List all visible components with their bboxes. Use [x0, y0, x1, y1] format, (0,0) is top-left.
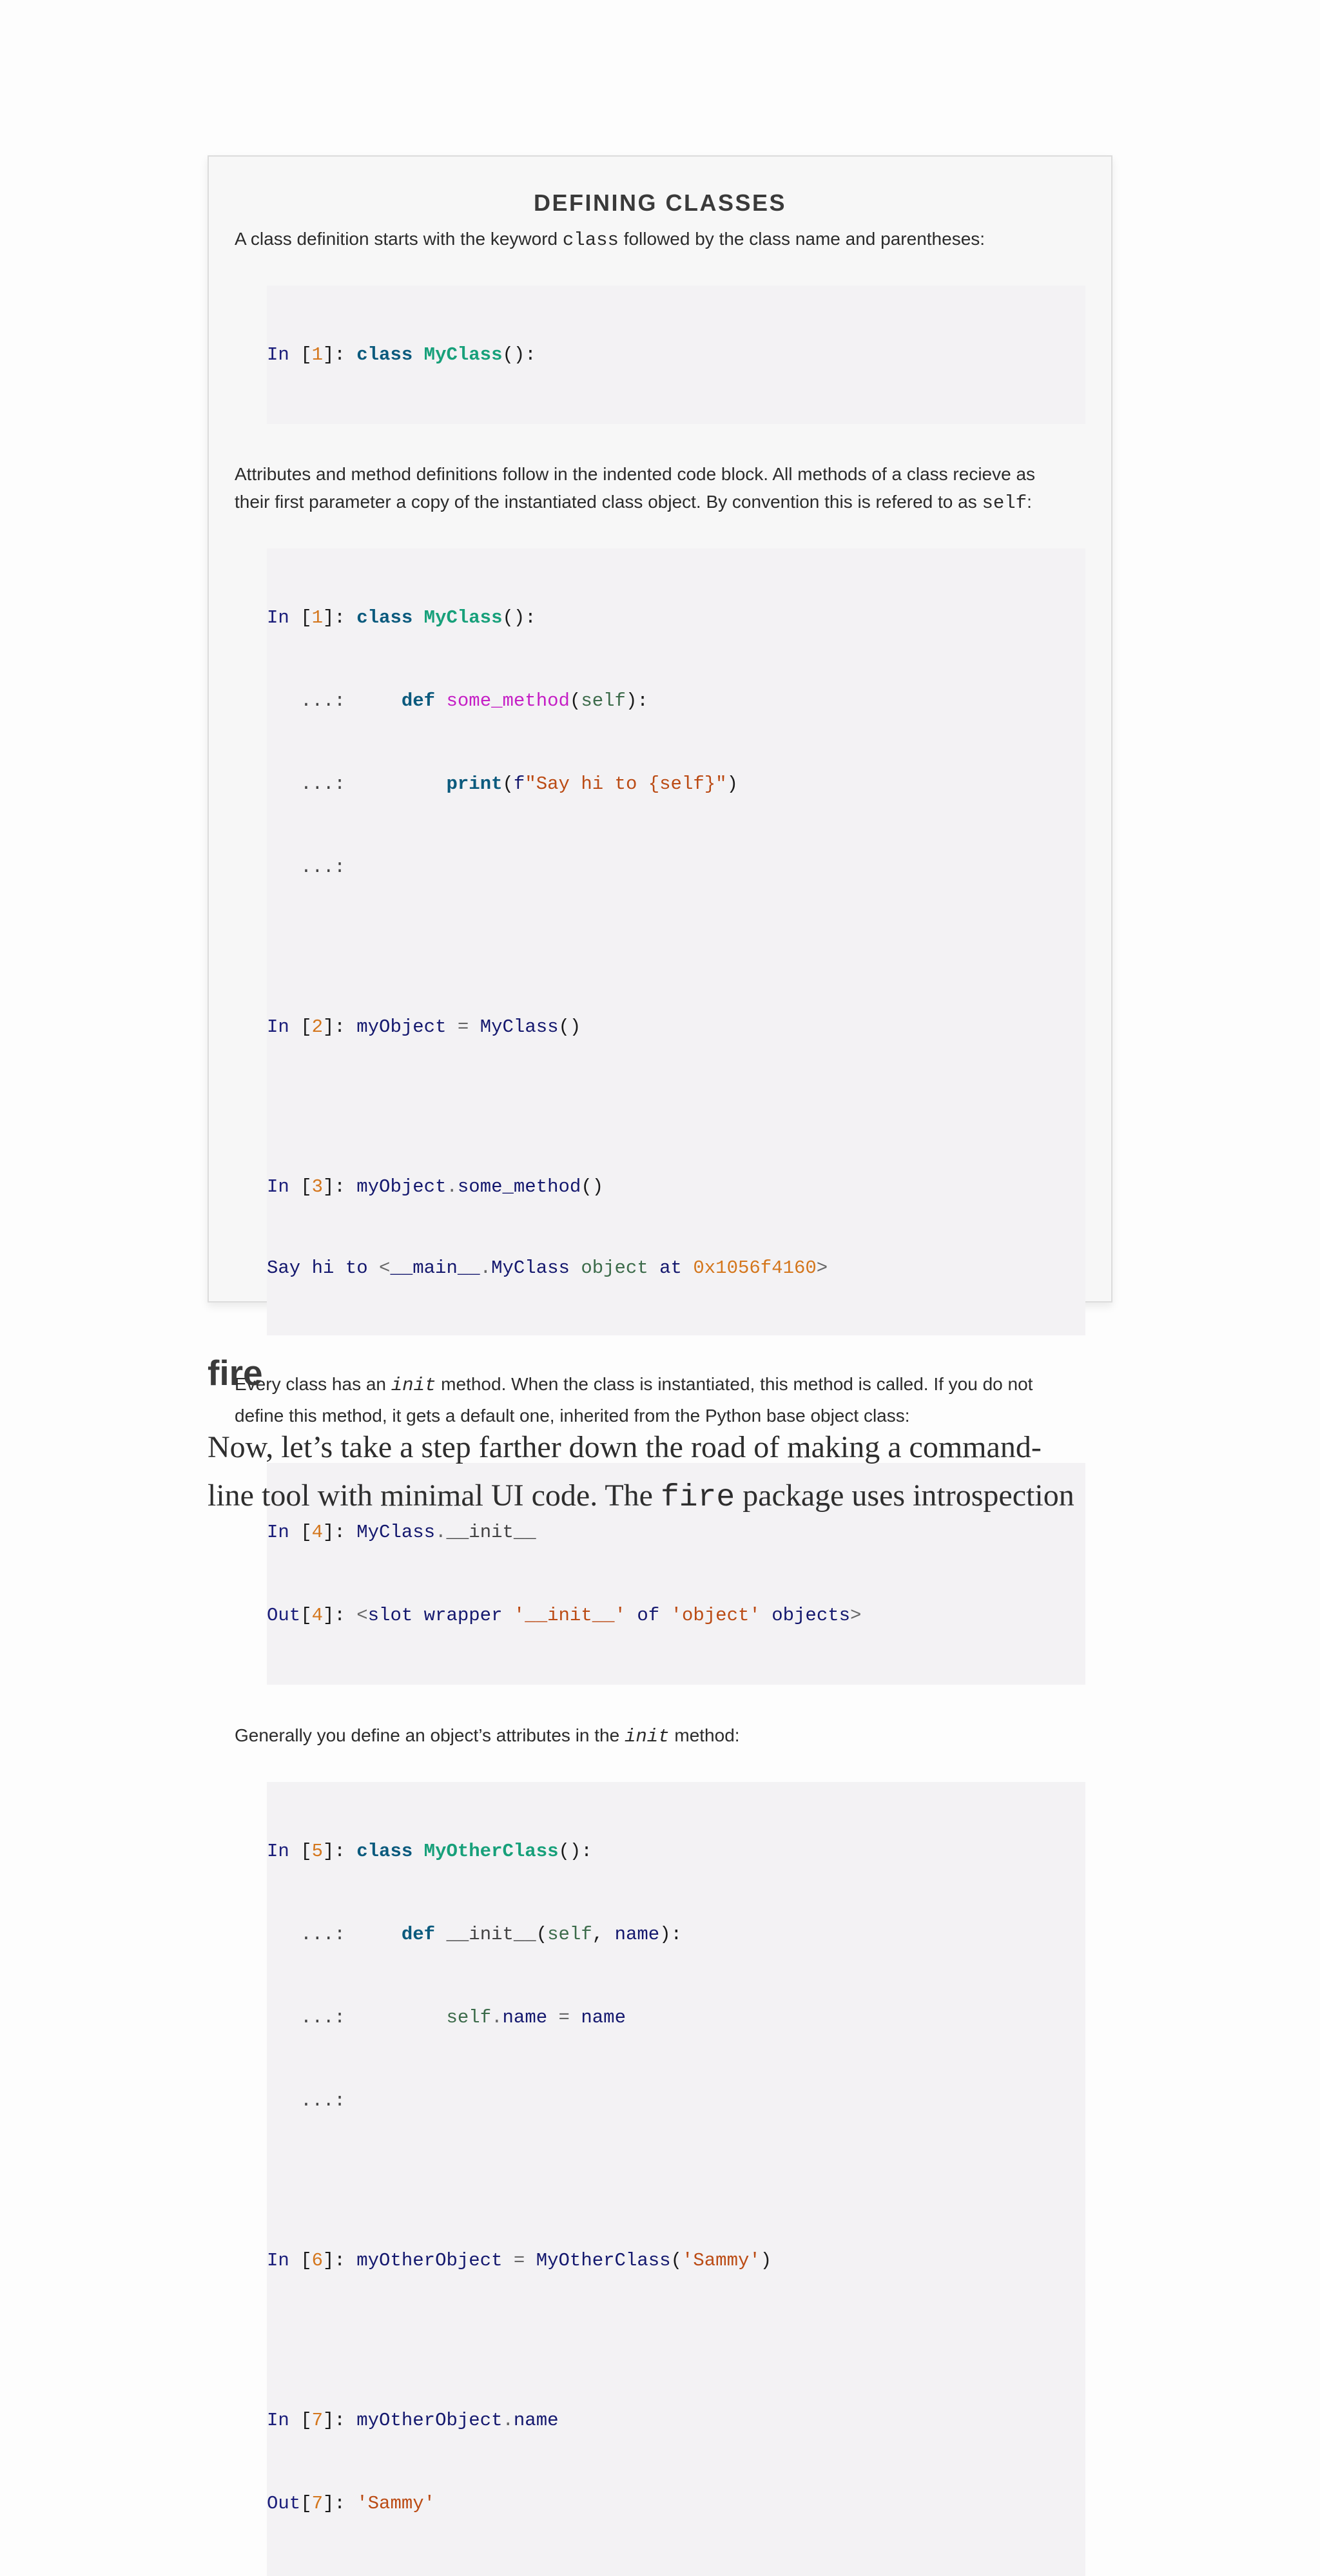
code-token: In [267, 1841, 289, 1862]
code-token: of [637, 1605, 660, 1626]
code-line [267, 2407, 1085, 2434]
code-token: self [547, 1924, 592, 1945]
code-token: = [457, 1016, 469, 1038]
code-token: ]: [323, 2410, 357, 2431]
code-token: MyOtherClass [536, 2250, 671, 2271]
paragraph-methods: Attributes and method definitions follow in the indented code block. All methods of a class recieve as their first parameter a copy of the instantiated class object. By convention this is refered to as self: [235, 464, 1036, 514]
code-token: ) [760, 2250, 772, 2271]
code-line [267, 2087, 1085, 2115]
code-block-1 [267, 286, 1085, 424]
code-token: [ [300, 1522, 312, 1543]
code-token: . [502, 2410, 514, 2431]
code-line [267, 2004, 1085, 2031]
code-token: ): [659, 1924, 682, 1945]
code-line [267, 604, 1085, 632]
code-token: class [356, 607, 413, 628]
code-token: 'object' [670, 1605, 761, 1626]
code-line [267, 1921, 1085, 1948]
code-token: = [558, 2007, 570, 2028]
code-token: Out [267, 1605, 301, 1626]
code-token: ...: [300, 2090, 345, 2111]
code-token: 7 [311, 2493, 324, 2514]
code-line [267, 341, 1085, 369]
code-token: 3 [311, 1176, 324, 1197]
code-line [267, 687, 1085, 715]
code-token: ...: [300, 690, 345, 712]
code-token: object [581, 1257, 648, 1279]
code-token: ]: [323, 2250, 357, 2271]
code-token: In [267, 1176, 289, 1197]
code-token: MyClass [356, 1522, 436, 1543]
code-token: 1 [311, 607, 324, 628]
code-token: MyClass [423, 344, 503, 365]
code-token: 0x1056f4160 [693, 1257, 817, 1279]
code-token: ...: [300, 857, 345, 878]
code-block-4 [267, 1782, 1085, 2576]
code-token: some_method [457, 1176, 581, 1197]
code-line [267, 1173, 1085, 1201]
code-token: def [401, 690, 436, 712]
code-token: < [356, 1605, 368, 1626]
inline-code-self: self [982, 492, 1027, 514]
code-token: ): [625, 690, 648, 712]
code-token: 4 [311, 1605, 324, 1626]
code-token: class [356, 1841, 413, 1862]
code-token: self [446, 2007, 492, 2028]
code-token: [ [300, 1176, 312, 1197]
code-token: __init__ [446, 1522, 536, 1543]
code-token: . [491, 2007, 503, 2028]
code-token: myOtherObject [356, 2410, 503, 2431]
paragraph-attributes: Generally you define an object’s attributes in the init method: [235, 1725, 740, 1747]
code-token: Out [267, 2493, 301, 2514]
code-token: ]: [323, 1522, 357, 1543]
code-token: self [581, 690, 626, 712]
inline-code-fire: fire [660, 1480, 735, 1515]
code-token: () [558, 1016, 581, 1038]
code-token: (): [558, 1841, 592, 1862]
code-token: class [356, 344, 413, 365]
code-token: 6 [311, 2250, 324, 2271]
code-token: name [581, 2007, 626, 2028]
sidebar-title: DEFINING CLASSES [533, 189, 787, 216]
code-token: [ [300, 2250, 312, 2271]
code-token: In [267, 2250, 289, 2271]
code-token: 4 [311, 1522, 324, 1543]
code-token: def [401, 1924, 436, 1945]
inline-code-class: class [562, 229, 619, 251]
body-paragraph: Now, let’s take a step farther down the road of making a command- line tool with minimal UI code. The fire package uses introspection [208, 1430, 1074, 1515]
code-token: name [513, 2410, 559, 2431]
code-token: 'Sammy' [356, 2493, 436, 2514]
code-token: MyClass [480, 1016, 559, 1038]
code-token: ]: [323, 344, 357, 365]
code-token: In [267, 1522, 289, 1543]
code-token: "Say hi to {self}" [525, 773, 727, 795]
paragraph-init-method: Every class has an init method. When the class is instantiated, this method is called. If you do not define this method, it gets a default one, inherited from the Python base object class: [235, 1374, 1033, 1426]
code-token: objects [772, 1605, 851, 1626]
code-token: (): [502, 607, 536, 628]
code-token: myOtherObject [356, 2250, 503, 2271]
code-line [267, 1013, 1085, 1041]
code-token: __main__ [390, 1257, 480, 1279]
code-token: ...: [300, 773, 345, 795]
code-token: ]: [323, 1841, 357, 1862]
code-line [267, 2247, 1085, 2274]
code-token: ]: [323, 1016, 357, 1038]
code-token: slot wrapper [367, 1605, 503, 1626]
code-token: __init__ [446, 1924, 536, 1945]
code-token: Say hi to [267, 1257, 380, 1279]
code-line [267, 1518, 1085, 1546]
code-token: at [659, 1257, 682, 1279]
code-token: 7 [311, 2410, 324, 2431]
code-token: ( [569, 690, 581, 712]
code-line [267, 1602, 1085, 1629]
code-token: [ [300, 344, 312, 365]
code-token: 2 [311, 1016, 324, 1038]
code-token: ]: [323, 607, 357, 628]
code-token: myObject [356, 1016, 447, 1038]
code-line [267, 770, 1085, 798]
code-token: ( [670, 2250, 682, 2271]
inline-code-init-2: init [624, 1726, 670, 1747]
code-token: () [581, 1176, 604, 1197]
code-line [267, 1256, 1085, 1280]
code-token: name [614, 1924, 660, 1945]
code-token: [ [300, 2410, 312, 2431]
code-token: (): [502, 344, 536, 365]
code-token: some_method [446, 690, 570, 712]
code-line [267, 2490, 1085, 2521]
code-token: [ [300, 1605, 312, 1626]
code-token: < [379, 1257, 391, 1279]
code-token: > [816, 1257, 828, 1279]
code-token: print [446, 773, 503, 795]
code-token: In [267, 607, 289, 628]
code-token: MyClass [491, 1257, 570, 1279]
code-token: ( [502, 773, 514, 795]
code-token: ) [726, 773, 738, 795]
code-token: name [502, 2007, 548, 2028]
code-token: f [513, 773, 525, 795]
code-token: ( [536, 1924, 548, 1945]
code-token: [ [300, 607, 312, 628]
code-token: [ [300, 1016, 312, 1038]
code-token: MyOtherClass [423, 1841, 559, 1862]
code-block-2 [267, 548, 1085, 1335]
code-token: [ [300, 1841, 312, 1862]
code-token: ...: [300, 1924, 345, 1945]
code-token: > [850, 1605, 862, 1626]
code-token: , [592, 1924, 615, 1945]
code-token: . [435, 1522, 447, 1543]
code-line [267, 853, 1085, 881]
code-token: 1 [311, 344, 324, 365]
code-token: . [480, 1257, 492, 1279]
code-token: = [513, 2250, 525, 2271]
paragraph-class-intro: A class definition starts with the keyword class followed by the class name and parentheses: [235, 229, 985, 251]
code-token: MyClass [423, 607, 503, 628]
section-heading: fire [208, 1353, 263, 1393]
code-token: '__init__' [513, 1605, 626, 1626]
code-token: In [267, 2410, 289, 2431]
code-token: 5 [311, 1841, 324, 1862]
code-line [267, 1837, 1085, 1865]
code-token: ]: [323, 1176, 357, 1197]
code-token: In [267, 1016, 289, 1038]
code-token: . [446, 1176, 458, 1197]
inline-code-init: init [391, 1375, 436, 1396]
code-token: ]: [323, 2493, 357, 2514]
code-token: ...: [300, 2007, 345, 2028]
code-token: myObject [356, 1176, 447, 1197]
code-token: [ [300, 2493, 312, 2514]
code-token: In [267, 344, 289, 365]
code-token: 'Sammy' [681, 2250, 761, 2271]
code-token: ]: [323, 1605, 357, 1626]
